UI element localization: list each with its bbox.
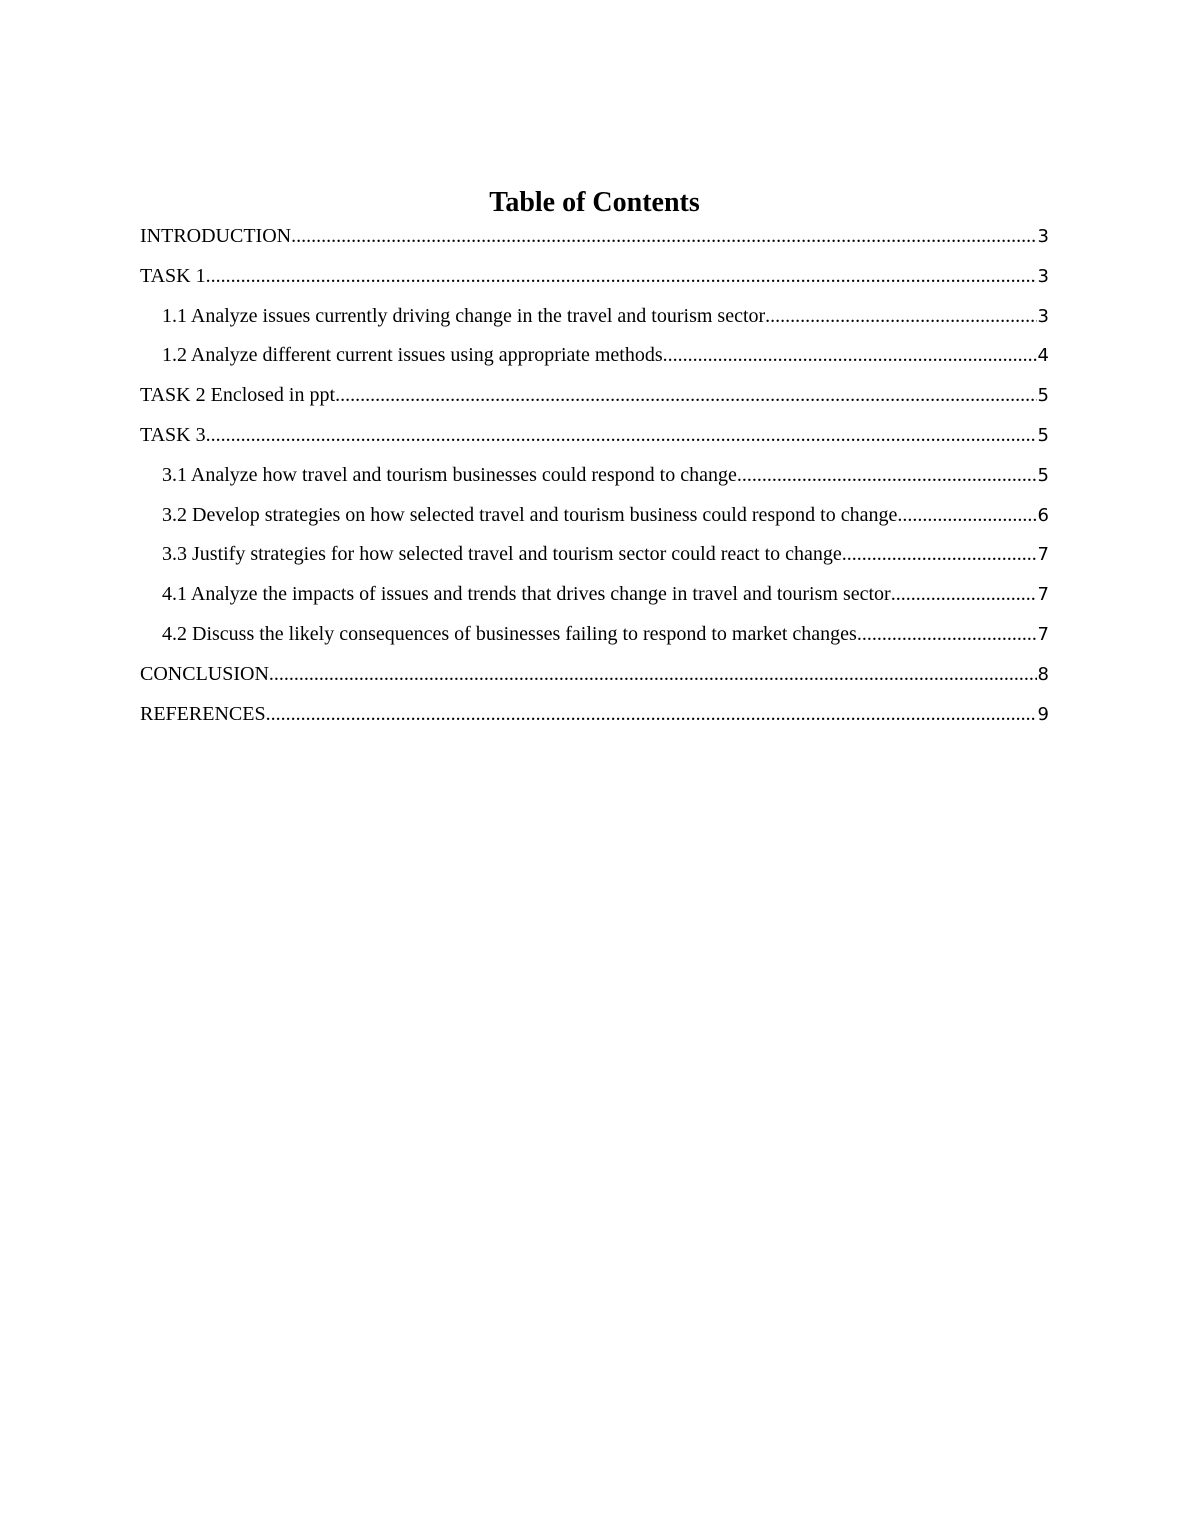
toc-entry-1-2[interactable] [140, 343, 1049, 383]
toc-title: Table of Contents [489, 187, 700, 218]
toc-entry-3-3[interactable] [140, 542, 1049, 582]
toc-leader-dots [897, 503, 1036, 527]
toc-page-number: 3 [1037, 265, 1049, 287]
toc-entry-label: 1.2 Analyze different current issues using appropriate methods [162, 344, 663, 367]
toc-entry-conclusion[interactable] [140, 662, 1049, 702]
toc-page-number: 4 [1037, 345, 1049, 367]
toc-entry-3-1[interactable] [140, 463, 1049, 503]
toc-entry-label: 3.1 Analyze how travel and tourism businesses could respond to change [162, 463, 737, 486]
toc-entry-4-1[interactable] [140, 582, 1049, 622]
toc-page-number: 5 [1037, 464, 1049, 486]
toc-leader-dots [266, 702, 1037, 726]
toc-entry-label: TASK 2 Enclosed in ppt [140, 384, 336, 407]
toc-entry-task-1[interactable] [140, 264, 1049, 304]
toc-entry-task-3[interactable] [140, 423, 1049, 463]
toc-entry-references[interactable] [140, 702, 1049, 742]
toc-leader-dots [857, 622, 1037, 646]
toc-page-number: 7 [1037, 623, 1049, 645]
toc-entry-label: REFERENCES [140, 702, 266, 725]
toc-entry-label: TASK 1 [140, 264, 206, 287]
toc-leader-dots [206, 264, 1037, 288]
toc-entry-task-2[interactable] [140, 383, 1049, 423]
toc-entry-1-1[interactable] [140, 304, 1049, 344]
toc-leader-dots [737, 463, 1037, 487]
toc-page-number: 9 [1037, 703, 1049, 725]
toc-entry-label: 3.3 Justify strategies for how selected travel and tourism sector could react to change [162, 543, 842, 566]
toc-entry-3-2[interactable] [140, 503, 1049, 543]
toc-page-number: 8 [1037, 663, 1049, 685]
toc-leader-dots [269, 662, 1037, 686]
toc-entry-label: 3.2 Develop strategies on how selected travel and tourism business could respond to change [162, 503, 898, 526]
toc-entry-introduction[interactable] [140, 224, 1049, 264]
toc-page-number: 5 [1037, 424, 1049, 446]
toc-entry-label: 1.1 Analyze issues currently driving change in the travel and tourism sector [162, 304, 766, 327]
toc-list [140, 224, 1049, 741]
toc-entry-label: INTRODUCTION [140, 225, 292, 247]
toc-leader-dots [765, 304, 1036, 328]
toc-leader-dots [842, 542, 1037, 566]
toc-page-number: 7 [1037, 544, 1049, 566]
toc-page-number: 3 [1037, 305, 1049, 327]
toc-entry-label: TASK 3 [140, 423, 206, 446]
toc-leader-dots [891, 582, 1037, 606]
toc-page-number: 6 [1037, 504, 1049, 526]
toc-page-number: 7 [1037, 584, 1049, 606]
table-of-contents [140, 186, 1049, 741]
toc-entry-label: CONCLUSION [140, 662, 269, 685]
toc-leader-dots [291, 224, 1036, 248]
toc-leader-dots [663, 343, 1037, 367]
toc-page-number: 3 [1037, 226, 1049, 247]
toc-leader-dots [206, 423, 1037, 447]
toc-entry-label: 4.2 Discuss the likely consequences of businesses failing to respond to market changes [162, 622, 857, 645]
toc-page-number: 5 [1037, 385, 1049, 407]
toc-entry-4-2[interactable] [140, 622, 1049, 662]
toc-entry-label: 4.1 Analyze the impacts of issues and trends that drives change in travel and tourism sector [162, 583, 891, 606]
toc-leader-dots [335, 383, 1036, 407]
